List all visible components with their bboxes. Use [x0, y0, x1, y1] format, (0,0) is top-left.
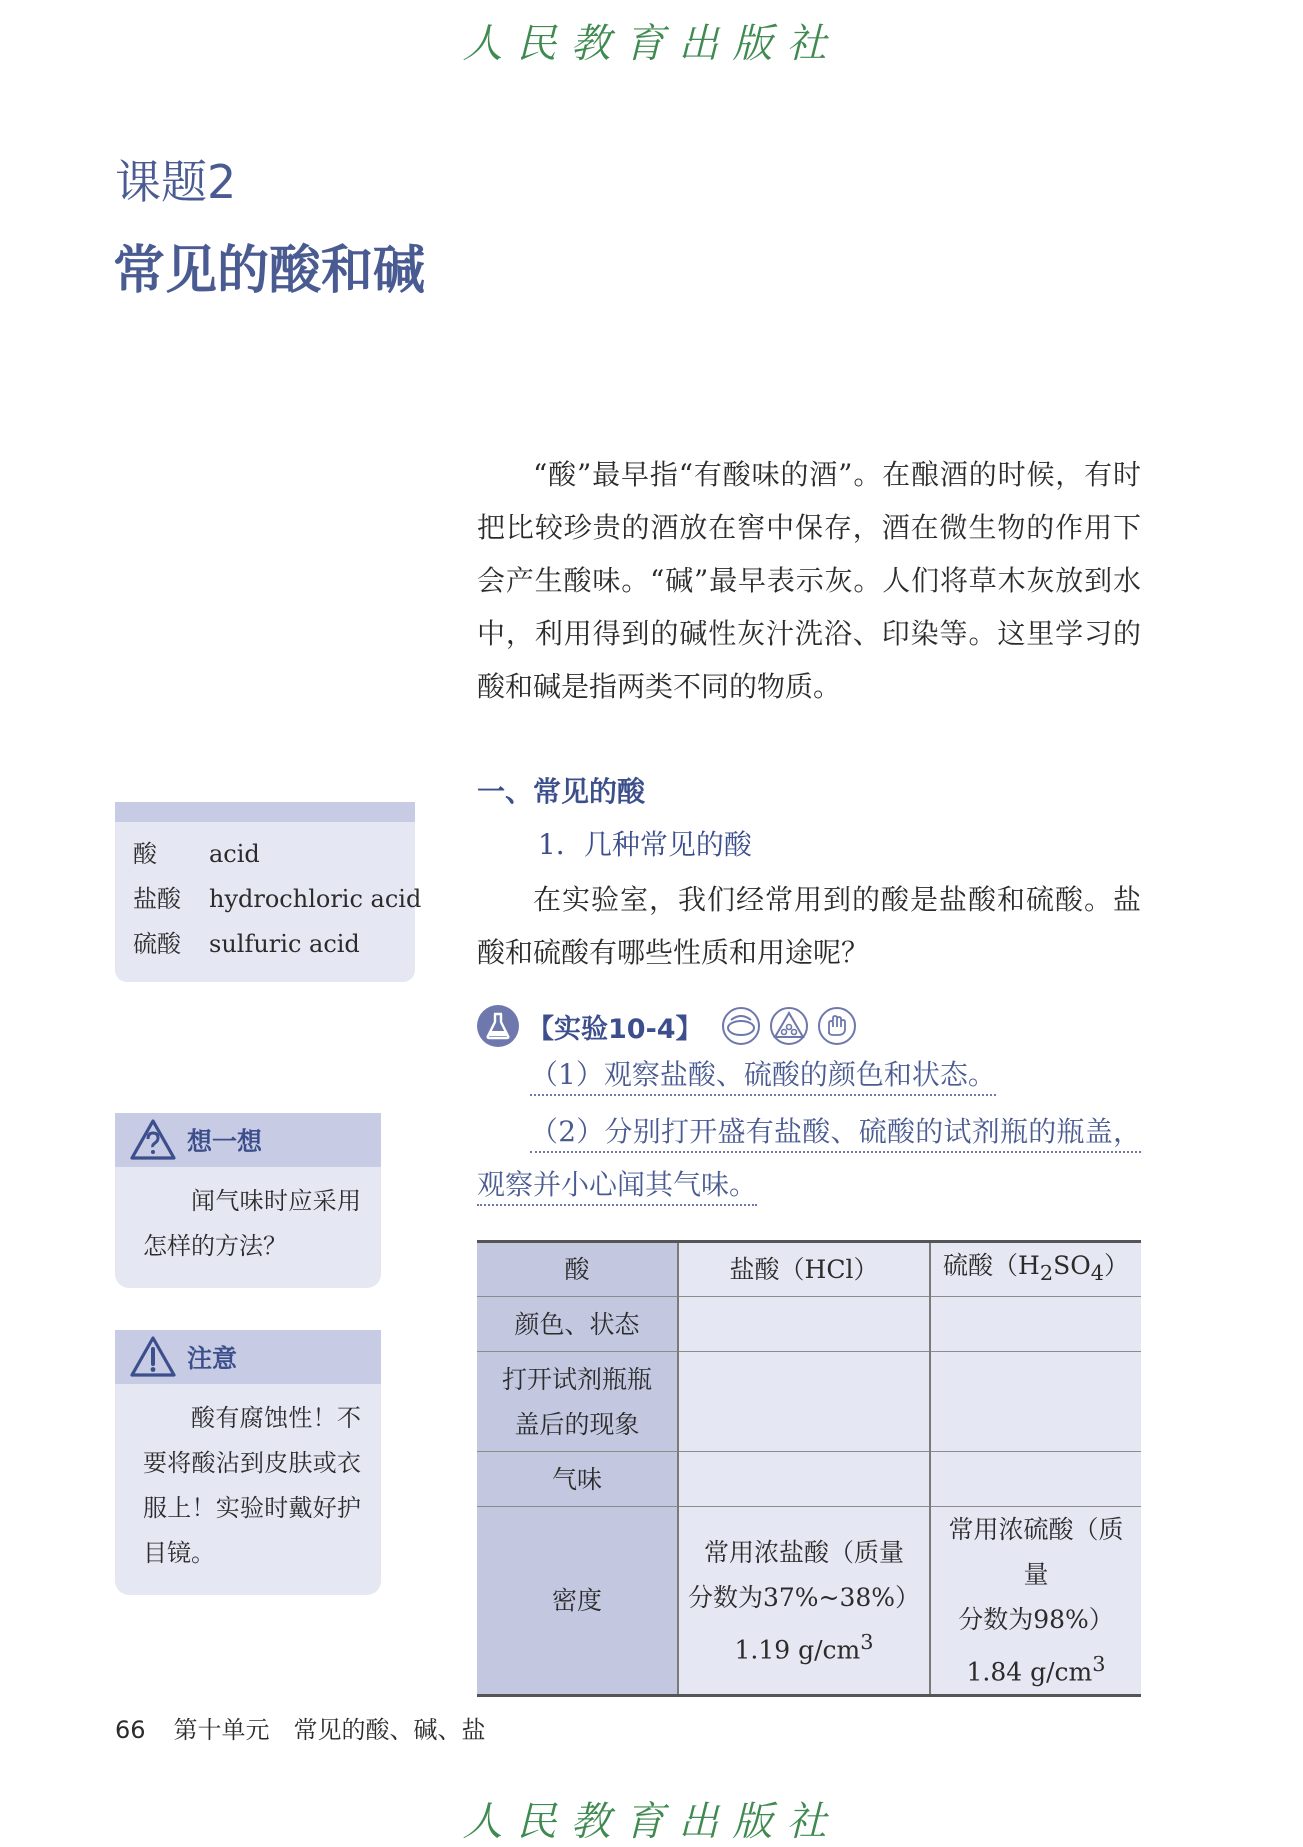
row-label-phenomenon	[477, 1352, 678, 1452]
section-heading: 一、常见的酸	[477, 775, 646, 808]
vocab-item	[133, 877, 422, 922]
table-row	[477, 1352, 1141, 1452]
table-header-row	[477, 1242, 1141, 1297]
unit-title: 第十单元 常见的酸、碱、盐	[173, 1716, 486, 1744]
header-h2so4	[930, 1242, 1141, 1297]
experiment-step-1-text: （1）观察盐酸、硫酸的颜色和状态。	[530, 1058, 996, 1096]
goggles-icon	[721, 1006, 761, 1046]
hazard-triangle-icon	[769, 1006, 809, 1046]
h2so4-sub2: 4	[1090, 1261, 1104, 1285]
experiment-step-2-text: （2）分别打开盛有盐酸、硫酸的试剂瓶的瓶盖，观察并小心闻其气味。	[477, 1115, 1141, 1206]
density-hcl-exp: 3	[860, 1629, 874, 1654]
vocab-zh: 硫酸	[133, 930, 181, 958]
think-box-title: 想一想	[187, 1127, 263, 1156]
table-cell-empty	[930, 1297, 1141, 1352]
row-label-phenomenon-line2: 盖后的现象	[514, 1409, 640, 1439]
flask-icon	[477, 1005, 519, 1047]
table-row	[477, 1297, 1141, 1352]
density-h2so4	[930, 1507, 1141, 1696]
intro-text: “酸”最早指“有酸味的酒”。在酿酒的时候，有时把比较珍贵的酒放在窖中保存，酒在微生物的作用下会产生酸味。“碱”最早表示灰。人们将草木灰放到水中，利用得到的碱性灰汁洗浴、印染等。这里学习的酸和碱是指两类不同的物质。	[477, 458, 1141, 703]
vocab-en: hydrochloric acid	[209, 885, 422, 913]
think-box-body	[115, 1167, 381, 1283]
density-hcl-value: 1.19 g/cm	[734, 1634, 861, 1664]
density-hcl-line2: 分数为37%~38%）	[687, 1582, 921, 1612]
caution-box-text: 酸有腐蚀性！不要将酸沾到皮肤或衣服上！实验时戴好护目镜。	[143, 1404, 361, 1567]
vocab-zh: 酸	[133, 840, 157, 868]
table-cell-empty	[678, 1352, 930, 1452]
subsection-heading: 1．几种常见的酸	[538, 828, 752, 861]
lesson-number: 课题2	[115, 155, 237, 209]
vocab-item	[133, 922, 415, 967]
table-cell-empty	[930, 1352, 1141, 1452]
caution-box	[115, 1330, 381, 1595]
experiment-title: 【实验10-4】	[527, 1013, 703, 1045]
table-cell-empty	[678, 1297, 930, 1352]
think-box-text: 闻气味时应采用怎样的方法？	[143, 1187, 361, 1260]
density-h2so4-value: 1.84 g/cm	[966, 1657, 1093, 1687]
experiment-step-2	[477, 1105, 1141, 1211]
experiment-step-1	[530, 1053, 996, 1093]
caution-box-header	[115, 1330, 381, 1384]
page-footer	[115, 1710, 486, 1745]
h2so4-post: ）	[1103, 1251, 1129, 1280]
row-label-phenomenon-line1: 打开试剂瓶瓶	[501, 1364, 652, 1394]
header-acid: 酸	[477, 1242, 678, 1297]
intro-paragraph	[477, 448, 1141, 713]
row-label-smell: 气味	[477, 1452, 678, 1507]
caution-box-title: 注意	[187, 1344, 238, 1373]
think-box	[115, 1113, 381, 1288]
hand-wash-icon	[817, 1006, 857, 1046]
header-hcl: 盐酸（HCl）	[678, 1242, 930, 1297]
warning-icon	[129, 1335, 177, 1379]
density-h2so4-line2: 分数为98%）	[958, 1605, 1114, 1634]
row-label-color-state: 颜色、状态	[477, 1297, 678, 1352]
vocab-item	[133, 832, 415, 877]
density-hcl-line1: 常用浓盐酸（质量	[703, 1537, 904, 1567]
density-h2so4-exp: 3	[1092, 1652, 1106, 1676]
vocab-en: sulfuric acid	[209, 930, 360, 958]
caution-box-body	[115, 1384, 381, 1590]
publisher-logo-top: 人民教育出版社	[462, 21, 841, 67]
vocab-zh: 盐酸	[133, 885, 181, 913]
table-row	[477, 1507, 1141, 1696]
question-icon	[129, 1118, 177, 1162]
h2so4-sub1: 2	[1039, 1261, 1054, 1285]
h2so4-mid: SO	[1053, 1251, 1091, 1280]
lesson-title: 常见的酸和碱	[113, 241, 426, 301]
experiment-header	[477, 1003, 865, 1049]
density-hcl	[678, 1507, 930, 1696]
table-cell-empty	[930, 1452, 1141, 1507]
experiment-table	[477, 1240, 1141, 1697]
page-number: 66	[115, 1716, 146, 1744]
row-label-density: 密度	[477, 1507, 678, 1696]
publisher-logo-bottom: 人民教育出版社	[462, 1799, 841, 1845]
table-row	[477, 1452, 1141, 1507]
think-box-header	[115, 1113, 381, 1167]
vocabulary-box	[115, 802, 422, 982]
h2so4-pre: 硫酸（H	[943, 1251, 1040, 1280]
density-h2so4-line1: 常用浓硫酸（质量	[948, 1515, 1124, 1589]
section-body-text: 在实验室，我们经常用到的酸是盐酸和硫酸。盐酸和硫酸有哪些性质和用途呢？	[477, 883, 1141, 969]
vocab-en: acid	[209, 840, 260, 868]
section-body	[477, 873, 1141, 979]
table-cell-empty	[678, 1452, 930, 1507]
